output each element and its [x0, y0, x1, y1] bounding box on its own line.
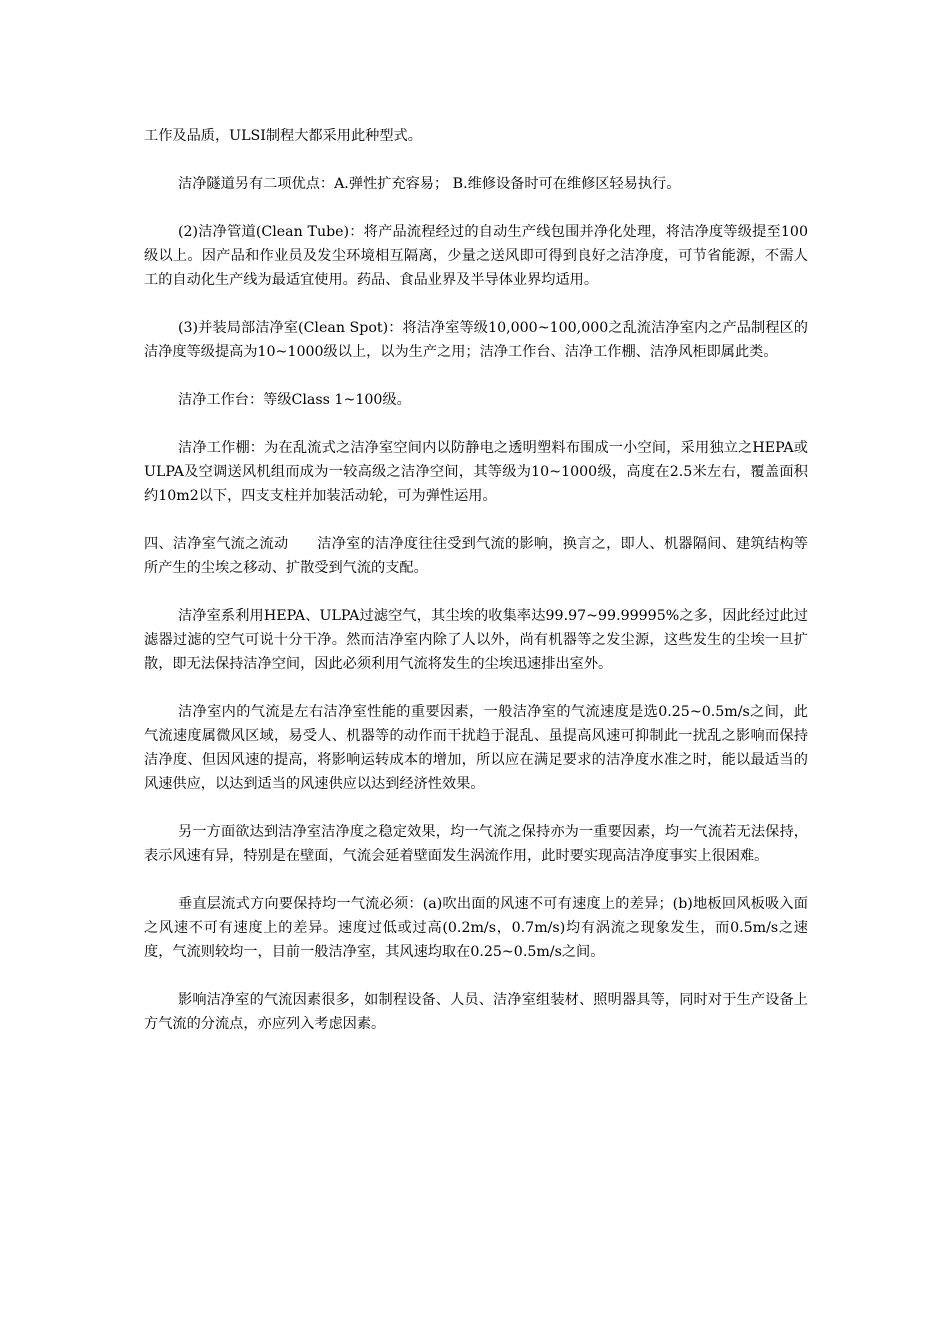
paragraph-11: 垂直层流式方向要保持均一气流必须：(a)吹出面的风速不可有速度上的差异；(b)地板回风板吸入面之风速不可有速度上的差异。速度过低或过高(0.2m/s，0.7m/s)均有涡流之现象发生，而0.5m/s之速度，气流则较均一，目前一般洁净室，其风速均取在0.25~0.5m/s之间。	[144, 896, 808, 960]
paragraph-3: (2)洁净管道(Clean Tube)：将产品流程经过的自动生产线包围并净化处理，将洁净度等级提至100级以上。因产品和作业员及发尘环境相互隔离，少量之送风即可得到良好之洁净度，可节省能源，不需人工的自动化生产线为最适宜使用。药品、食品业界及半导体业界均适用。	[144, 224, 808, 288]
paragraph-12: 影响洁净室的气流因素很多，如制程设备、人员、洁净室组装材、照明器具等，同时对于生产设备上方气流的分流点，亦应列入考虑因素。	[144, 992, 808, 1032]
paragraph-8: 洁净室系利用HEPA、ULPA过滤空气，其尘埃的收集率达99.97~99.99995%之多，因此经过此过滤器过滤的空气可说十分干净。然而洁净室内除了人以外，尚有机器等之发尘源，这些发生的尘埃一旦扩散，即无法保持洁净空间，因此必须利用气流将发生的尘埃迅速排出室外。	[144, 608, 808, 672]
document-body	[144, 124, 808, 1060]
paragraph-5: 洁净工作台：等级Class 1~100级。	[178, 392, 411, 408]
paragraph-6: 洁净工作棚：为在乱流式之洁净室空间内以防静电之透明塑料布围成一小空间，采用独立之HEPA或ULPA及空调送风机组而成为一较高级之洁净空间，其等级为10~1000级，高度在2.5米左右，覆盖面积约10m2以下，四支支柱并加装活动轮，可为弹性运用。	[144, 440, 808, 504]
paragraph-4: (3)并装局部洁净室(Clean Spot)：将洁净室等级10,000~100,000之乱流洁净室内之产品制程区的洁净度等级提高为10~1000级以上，以为生产之用；洁净工作台、洁净工作棚、洁净风柜即属此类。	[144, 320, 808, 360]
section-heading-paragraph: 四、洁净室气流之流动 洁净室的洁净度往往受到气流的影响，换言之，即人、机器隔间、建筑结构等所产生的尘埃之移动、扩散受到气流的支配。	[144, 536, 808, 576]
paragraph-9: 洁净室内的气流是左右洁净室性能的重要因素，一般洁净室的气流速度是选0.25~0.5m/s之间，此气流速度属微风区域，易受人、机器等的动作而干扰趋于混乱、虽提高风速可抑制此一扰乱之影响而保持洁净度、但因风速的提高，将影响运转成本的增加，所以应在满足要求的洁净度水准之时，能以最适当的风速供应，以达到适当的风速供应以达到经济性效果。	[144, 704, 808, 792]
paragraph-1: 工作及品质，ULSI制程大都采用此种型式。	[144, 128, 422, 144]
paragraph-10: 另一方面欲达到洁净室洁净度之稳定效果，均一气流之保持亦为一重要因素，均一气流若无法保持，表示风速有异，特别是在壁面，气流会延着壁面发生涡流作用，此时要实现高洁净度事实上很困难。	[144, 824, 808, 864]
paragraph-2: 洁净隧道另有二项优点：A.弹性扩充容易； B.维修设备时可在维修区轻易执行。	[178, 176, 681, 192]
